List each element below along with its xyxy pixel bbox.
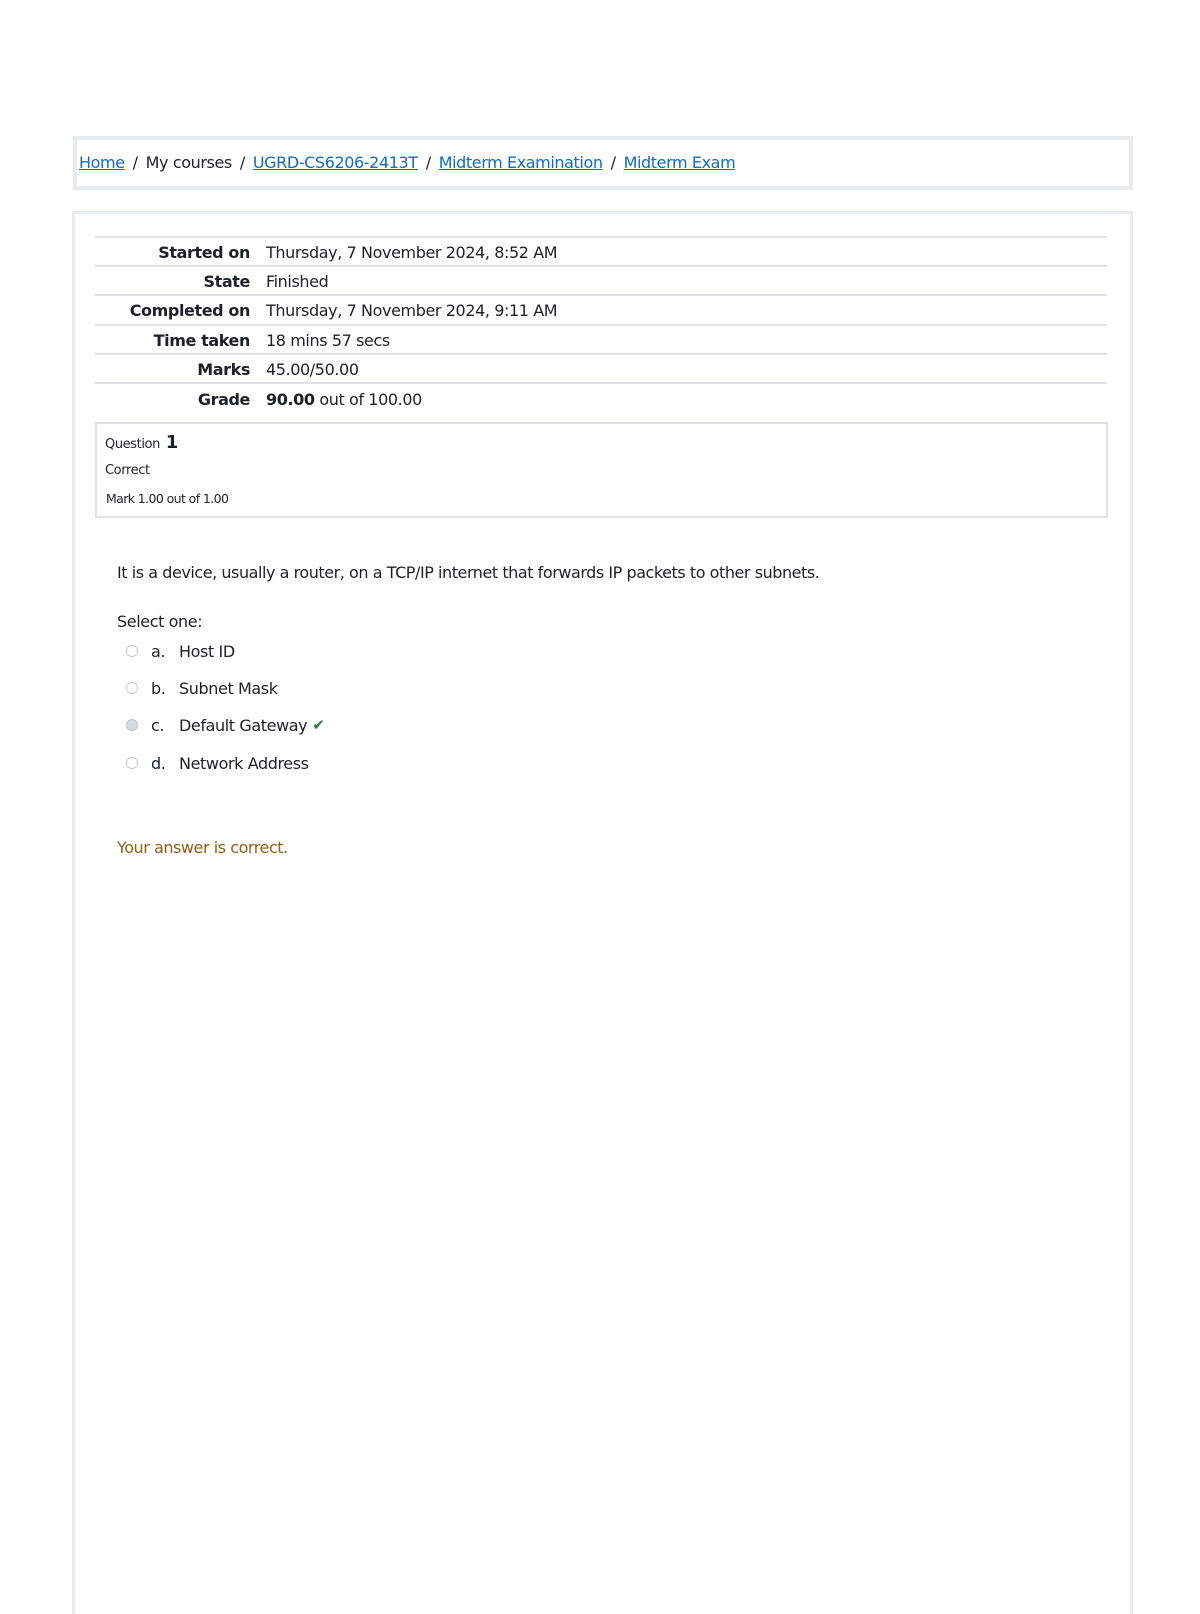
- select-one-prompt: Select one:: [117, 612, 203, 631]
- question-number-value: 1: [165, 432, 178, 453]
- answer-option-b[interactable]: [126, 677, 278, 699]
- option-label: Subnet Mask: [179, 678, 278, 698]
- grade-value: 90.00: [266, 389, 315, 409]
- radio-button-selected[interactable]: [126, 719, 138, 731]
- breadcrumb-bar: [73, 136, 1133, 190]
- started-on-value: Thursday, 7 November 2024, 8:52 AM: [266, 242, 558, 262]
- breadcrumb: [79, 153, 735, 172]
- summary-row-completed: [95, 295, 1107, 325]
- question-info-box: [95, 422, 1108, 518]
- breadcrumb-separator: /: [132, 153, 138, 172]
- question-mark: Mark 1.00 out of 1.00: [106, 491, 229, 506]
- question-state: Correct: [105, 463, 150, 478]
- breadcrumb-home-link[interactable]: Home: [79, 153, 125, 172]
- breadcrumb-separator: /: [239, 153, 245, 172]
- state-label: State: [203, 271, 250, 291]
- question-text: It is a device, usually a router, on a TCP/IP internet that forwards IP packets to other subnets.: [117, 563, 820, 582]
- marks-label: Marks: [197, 359, 250, 379]
- summary-row-state: [95, 266, 1107, 295]
- breadcrumb-separator: /: [425, 153, 431, 172]
- state-value: Finished: [266, 271, 329, 291]
- breadcrumb-section-link[interactable]: Midterm Examination: [438, 153, 603, 172]
- breadcrumb-my-courses: My courses: [145, 153, 232, 172]
- breadcrumb-course-link[interactable]: UGRD-CS6206-2413T: [252, 153, 418, 172]
- option-letter: b.: [151, 678, 166, 698]
- breadcrumb-separator: /: [610, 153, 616, 172]
- option-label: Network Address: [179, 753, 309, 773]
- answer-option-d[interactable]: [126, 752, 309, 774]
- time-taken-label: Time taken: [153, 330, 250, 350]
- time-taken-value: 18 mins 57 secs: [266, 330, 390, 350]
- check-icon: ✔: [312, 716, 325, 734]
- option-label: Host ID: [179, 641, 235, 661]
- option-letter: c.: [151, 715, 165, 735]
- marks-value: 45.00/50.00: [266, 359, 359, 379]
- radio-button[interactable]: [126, 757, 138, 769]
- completed-on-value: Thursday, 7 November 2024, 9:11 AM: [266, 301, 558, 320]
- question-label: Question: [105, 437, 160, 452]
- started-on-label: Started on: [158, 242, 250, 262]
- question-number: [105, 432, 178, 453]
- summary-row-marks: [95, 354, 1107, 383]
- answer-option-c[interactable]: [126, 714, 324, 736]
- radio-button[interactable]: [126, 645, 138, 657]
- answer-feedback: Your answer is correct.: [117, 838, 288, 857]
- summary-row-grade: [95, 383, 1107, 413]
- attempt-summary-table: [95, 236, 1107, 413]
- answer-option-a[interactable]: [126, 640, 235, 662]
- option-label: Default Gateway: [179, 715, 308, 735]
- summary-row-time: [95, 325, 1107, 354]
- option-letter: a.: [151, 641, 166, 661]
- grade-label: Grade: [197, 389, 250, 409]
- completed-on-label: Completed on: [129, 301, 250, 320]
- option-letter: d.: [151, 753, 166, 773]
- radio-button[interactable]: [126, 682, 138, 694]
- grade-suffix: out of 100.00: [319, 389, 422, 409]
- grade-cell: [266, 383, 1107, 413]
- summary-row-started: [95, 237, 1107, 266]
- breadcrumb-activity-link[interactable]: Midterm Exam: [623, 153, 736, 172]
